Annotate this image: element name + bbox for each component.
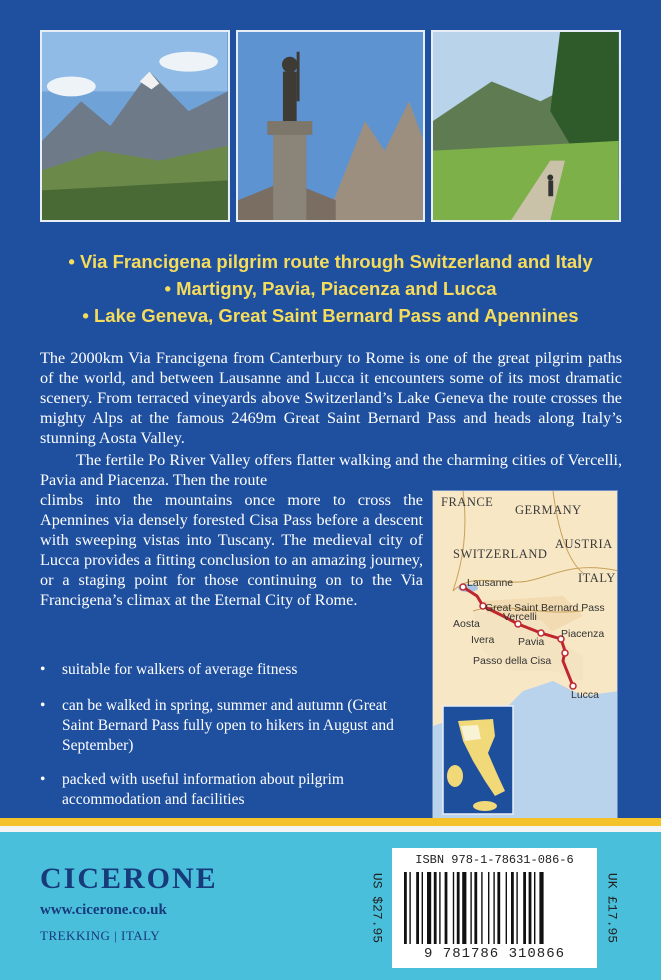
map-town-pavia: Pavia (518, 636, 545, 648)
category-label: TREKKING | ITALY (40, 928, 161, 943)
barcode-bar (529, 872, 532, 944)
photo-statue-pass (236, 30, 426, 222)
intro-paragraph: The 2000km Via Francigena from Canterbury to Rome is one of the great pilgrim paths of the world, and between Lausanne and Lucca it encounters some of its most dramatic scenery. From terraced vineyards above Switzerland’s Lake Geneva the route crosses the mighty Alps at the famous 2469m Great Saint Bernard Pass and heads along Italy’s stunning Aosta Valley. (40, 349, 622, 447)
map-label-italy: ITALY (578, 571, 616, 585)
bullet-glyph: • (40, 771, 46, 788)
barcode-bar (409, 872, 410, 944)
map-town-ivera: Ivera (471, 634, 495, 646)
barcode-bar (416, 872, 419, 944)
barcode-bar (493, 872, 494, 944)
bullet-glyph: • (40, 697, 46, 714)
map-town-piacenza: Piacenza (561, 628, 605, 640)
headline-bullet: • Lake Geneva, Great Saint Bernard Pass and Apennines (82, 305, 579, 326)
yellow-stripe (0, 818, 661, 826)
map-label-france: FRANCE (441, 495, 494, 509)
map-town-lausanne: Lausanne (467, 577, 514, 589)
barcode-bars (404, 872, 586, 944)
map-label-switzerland: SWITZERLAND (453, 547, 548, 561)
barcode-bar (481, 872, 482, 944)
price-us (367, 858, 387, 958)
isbn-label: ISBN 978-1-78631-086-6 (415, 853, 574, 867)
barcode-bar (539, 872, 543, 944)
publisher-logo: CICERONE (40, 862, 218, 895)
paragraph-2-top: The fertile Po River Valley offers flatter walking and the charming cities of Vercelli, Pavia and Piacenza. Then the route (40, 451, 622, 489)
map-town-passo-della-cisa: Passo della Cisa (473, 655, 552, 667)
barcode-bar (439, 872, 440, 944)
barcode-bar (462, 872, 466, 944)
barcode-bar (453, 872, 454, 944)
barcode-bar (497, 872, 500, 944)
feature-text: suitable for walkers of average fitness (62, 661, 298, 678)
barcode-bar (523, 872, 526, 944)
barcode-number: 9 781786 310866 (423, 946, 566, 962)
bullet-glyph: • (40, 661, 46, 678)
map-label-germany: GERMANY (515, 503, 582, 517)
headline-bullet: • Via Francigena pilgrim route through Switzerland and Italy (68, 251, 593, 272)
price-uk (602, 858, 622, 958)
map-town-lucca: Lucca (571, 689, 600, 701)
barcode-bar (511, 872, 514, 944)
feature-text: packed with useful information about pilgrim accommodation and facilities (62, 771, 344, 808)
price-uk-text: UK £17.95 (604, 872, 620, 944)
route-map (432, 490, 618, 820)
feature-text: can be walked in spring, summer and autumn (Great Saint Bernard Pass fully open to hikers in August and September) (62, 697, 394, 754)
barcode-bar (457, 872, 460, 944)
headline-bullets (40, 248, 621, 329)
price-us-text: US $27.95 (369, 872, 385, 944)
publisher-url[interactable]: www.cicerone.co.uk (40, 902, 167, 918)
headline-bullet: • Martigny, Pavia, Piacenza and Lucca (164, 278, 497, 299)
feature-item (40, 696, 420, 756)
feature-item (40, 660, 420, 680)
barcode-bar (422, 872, 423, 944)
barcode-bar (404, 872, 407, 944)
barcode-bar (516, 872, 517, 944)
barcode-bar (445, 872, 448, 944)
photo-forest-trail (431, 30, 621, 222)
barcode-bar (434, 872, 437, 944)
map-label-austria: AUSTRIA (555, 537, 613, 551)
photo-strip (40, 30, 621, 222)
barcode-box (392, 848, 597, 968)
barcode-bar (427, 872, 431, 944)
barcode-bar (470, 872, 471, 944)
barcode-bar (474, 872, 477, 944)
feature-item (40, 770, 420, 810)
map-town-great-saint-bernard: Great Saint Bernard Pass (485, 602, 605, 614)
photo-alpine-valley (40, 30, 230, 222)
paragraph-2-rest: climbs into the mountains once more to cross the Apennines via densely forested Cisa Pass before a descent with sweeping vistas into Tuscany. The medieval city of Lucca provides a fitting conclusion to an amazing journey, or a staging point for those continuing on to the Via Francigena’s climax at the Eternal City of Rome. (40, 491, 423, 609)
barcode-bar (534, 872, 535, 944)
map-town-vercelli: Vercelli (503, 611, 537, 623)
barcode-bar (506, 872, 507, 944)
map-town-aosta: Aosta (453, 618, 480, 630)
barcode-bar (488, 872, 489, 944)
